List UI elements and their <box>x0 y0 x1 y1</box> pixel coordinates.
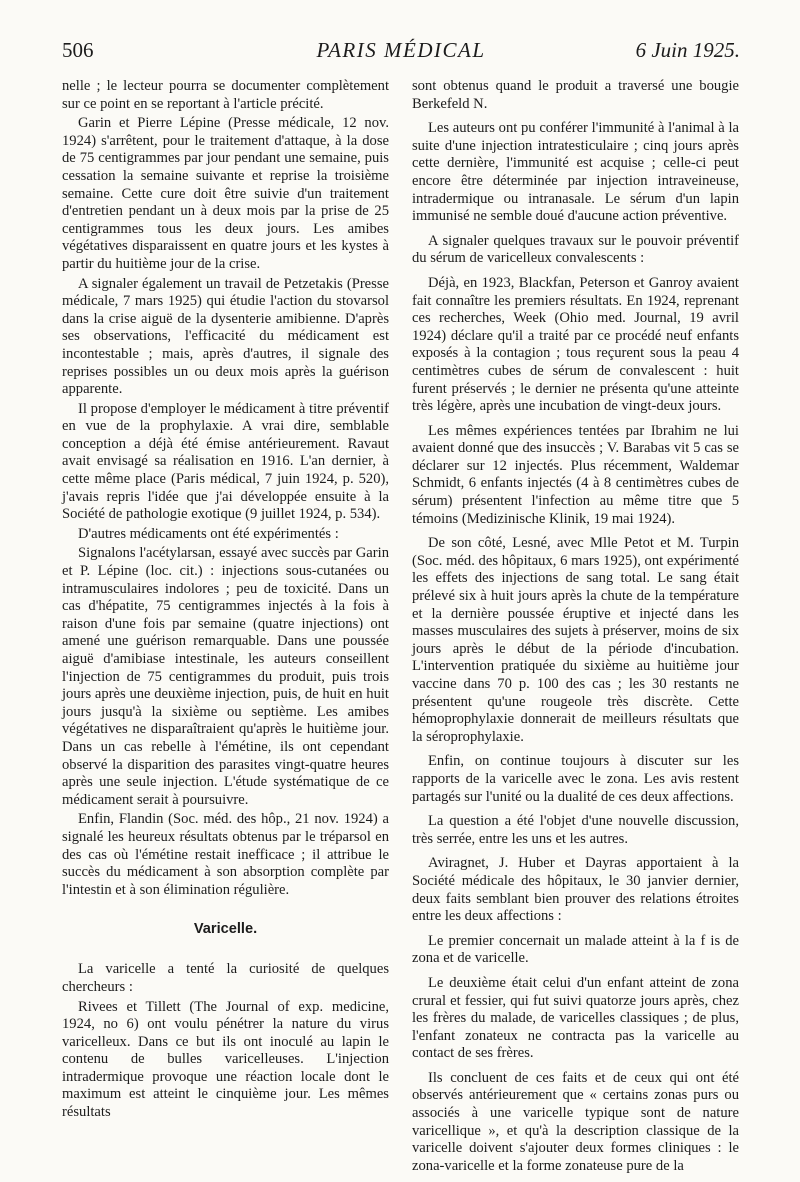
paragraph: nelle ; le lecteur pourra se documenter complètement sur ce point en se reportant à l'article précité. <box>62 78 389 112</box>
journal-title: PARIS MÉDICAL <box>316 38 486 62</box>
left-column <box>62 78 389 1124</box>
paragraph: Enfin, on continue toujours à discuter sur les rapports de la varicelle avec le zona. Les avis restent partagés sur l'unité ou la dualité de ces deux affections. <box>412 753 739 805</box>
paragraph: Les auteurs ont pu conférer l'immunité à l'animal à la suite d'une injection intratesticulaire ; cinq jours après cette dernière, l'immunité est acquise ; celle-ci peut encore être déterminée par injection intraveineuse, intradermique ou intranasale. Le sérum d'un lapin immunisé ne semble doué d'aucune action préventive. <box>412 120 739 225</box>
page-number: 506 <box>62 38 94 62</box>
paragraph: Les mêmes expériences tentées par Ibrahim ne lui avaient donné que des insuccès ; V. Barabas vit 5 cas se déclarer sur 12 injectés. Plus récemment, Waldemar Schmidt, 6 enfants injectés (4 à 8 centimètres cubes de sérum) présentent l'infection au même titre que 5 témoins (Medizinische Klinik, 19 mai 1924). <box>412 422 739 527</box>
paragraph: A signaler également un travail de Petzetakis (Presse médicale, 7 mars 1925) qui étudie l'action du stovarsol dans la crise aiguë de la dysenterie amibienne. D'après ses observations, l'efficacité du médicament est incontestable ; mais, après d'autres, il signale des reprises possibles un ou deux mois après la guérison apparente. <box>62 275 389 398</box>
paragraph: A signaler quelques travaux sur le pouvoir préventif du sérum de varicelleux convalescents : <box>412 232 739 267</box>
paragraph: Le deuxième était celui d'un enfant atteint de zona crural et fessier, qui fut suivi quatorze jours après, chez les frères du malade, de varicelles classiques ; de plus, l'enfant zonateux ne contracta pas la varicelle au contact de ses frères. <box>412 974 739 1062</box>
issue-date: 6 Juin 1925. <box>635 38 740 62</box>
paragraph: Garin et Pierre Lépine (Presse médicale, 12 nov. 1924) s'arrêtent, pour le traitement d'attaque, à la dose de 75 centigrammes par jour pendant une semaine, puis cessation la semaine suivante et reprise la troisième semaine. Cette cure doit être suivie d'un traitement d'entretien pendant un à deux mois par la prise de 25 centigrammes tous les deux jours. Les amibes végétatives disparaissent en quatre jours et les kystes à partir du huitième jour de la crise. <box>62 115 389 272</box>
paragraph: Enfin, Flandin (Soc. méd. des hôp., 21 nov. 1924) a signalé les heureux résultats obtenus par le tréparsol en des cas où l'émétine restait inefficace ; il attribue le succès du médicament à son absorption complète par l'intestin et à son élimination régulière. <box>62 811 389 898</box>
paragraph: Le premier concernait un malade atteint à la f is de zona et de varicelle. <box>412 932 739 967</box>
paragraph: sont obtenus quand le produit a traversé une bougie Berkefeld N. <box>412 78 739 112</box>
paragraph: D'autres médicaments ont été expérimentés : <box>78 525 339 542</box>
paragraph: Signalons l'acétylarsan, essayé avec succès par Garin et P. Lépine (loc. cit.) : injections sous-cutanées ou intramusculaires indolores ; peu de toxicité. Dans un cas d'hépatite, 75 centigrammes injectés à la fois à raison d'une fois par semaine (quatre injections) ont amené une guérison remarquable. Dans une poussée aiguë d'amibiase intestinale, les auteurs conseillent l'injection de 75 centigrammes du produit, puis trois jours après une deuxième injection, puis, de huit en huit jours jusqu'à la sixième ou septième. Les amibes végétatives ne disparaîtraient qu'après le huitième jour. Dans un cas rebelle à l'émétine, ils ont cependant observé la disparition des parasites vingt-quatre heures après une seule injection. L'étude systématique de ce médicament serait à poursuivre. <box>62 545 389 808</box>
paragraph: De son côté, Lesné, avec Mlle Petot et M. Turpin (Soc. méd. des hôpitaux, 6 mars 1925), ont expérimenté les effets des injections de sang total. Le sang était prélevé six à huit jours après la chute de la température et la dernière poussée éruptive et injecté dans les masses musculaires des sujets à préserver, moins de six jours après le début de la période d'incubation. L'intervention pratiquée du sixième au huitième jour vaccine dans 70 p. 100 des cas ; les 30 restants ne présentent qu'une rougeole très discrète. Cette hémoprophylaxie donnerait de meilleurs résultats que la séroprophylaxie. <box>412 535 739 745</box>
paragraph: Déjà, en 1923, Blackfan, Peterson et Ganroy avaient fait connaître les premiers résultats. En 1924, reprenant ces recherches, Week (Ohio med. Journal, 19 avril 1924) déclare qu'il a traité par ce procédé neuf enfants exposés à la contagion ; tous reçurent sous la peau 4 centimètres cubes de sérum de convalescent : huit furent préservés ; le dernier ne présenta qu'une atteinte très légère, après une incubation de vingt-deux jours. <box>412 274 739 415</box>
paragraph: La question a été l'objet d'une nouvelle discussion, très serrée, entre les uns et les autres. <box>412 813 739 847</box>
page-header <box>62 38 740 68</box>
paragraph: La varicelle a tenté la curiosité de quelques chercheurs : <box>62 961 389 995</box>
paragraph: Il propose d'employer le médicament à titre préventif en vue de la prophylaxie. A vrai dire, semblable conception a déjà été émise antérieurement. Ravaut avait envisagé sa réalisation en 1916. L'an dernier, à cette même place (Paris médical, 7 juin 1924, p. 520), j'avais repris l'idée que j'ai développée ensuite à la Société de pathologie exotique (9 juillet 1924, p. 534). <box>62 400 389 523</box>
paragraph: Aviragnet, J. Huber et Dayras apportaient à la Société médicale des hôpitaux, le 30 janvier dernier, deux faits semblant bien prouver des relations étroites entre les deux affections : <box>412 855 739 925</box>
paragraph: Ils concluent de ces faits et de ceux qui ont été observés antérieurement que « certains zonas purs ou associés à une varicelle typique sont de nature varicellique », et qu'à la description classique de la varicelle doivent s'ajouter deux formes cliniques : le zona-varicelle et la forme zonateuse pure de la <box>412 1069 739 1174</box>
right-column <box>412 78 739 1182</box>
section-heading: Varicelle. <box>193 921 258 938</box>
paragraph: Rivees et Tillett (The Journal of exp. medicine, 1924, no 6) ont voulu pénétrer la nature du virus varicelleux. Dans ce but ils ont inoculé au lapin le contenu de bulles varicelleuses. L'injection intradermique provoque une réaction locale dont le maximum est atteint le cinquième jour. Les mêmes résultats <box>62 998 389 1121</box>
